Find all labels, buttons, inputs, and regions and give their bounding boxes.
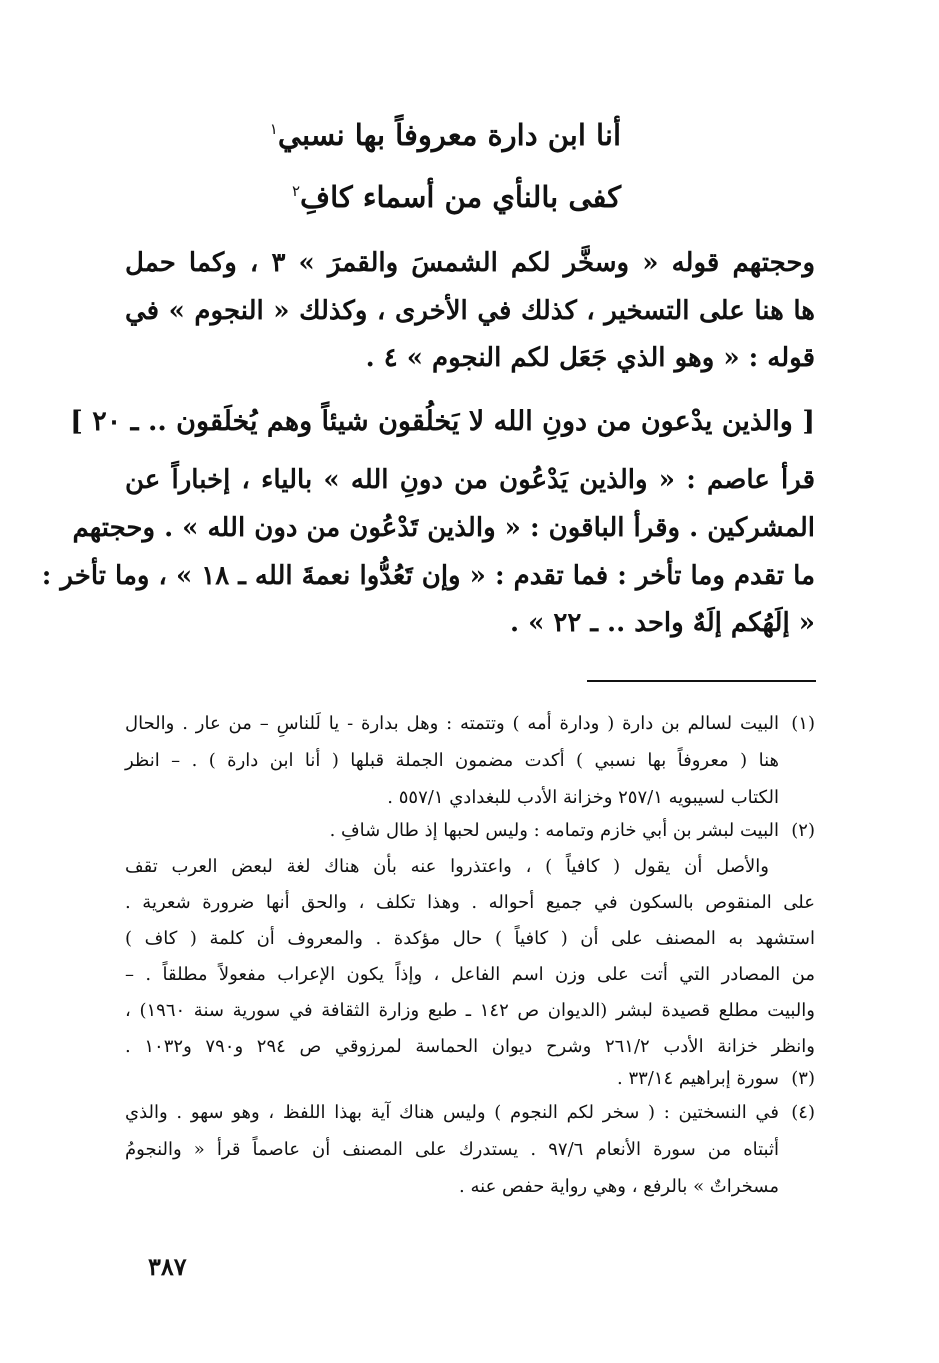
footnote-line: البيت لسالم بن دارة ( ودارة أمه ) وتتمته : وهل بدارة - يا لَلناسِ – من عار . والحال xyxy=(125,713,779,734)
body-line: قرأ عاصم : « والذين يَدْعُون من دونِ الله » بالياء ، إخباراً عن xyxy=(125,465,815,495)
body-line: المشركين . وقرأ الباقون : « والذين تَدْعُون من دون الله » . وحجتهم xyxy=(72,513,815,543)
verse-text: أنا ابن دارة معروفاً بها نسبي xyxy=(277,118,621,152)
footnote-line: والأصل أن يقول ( كافياً ) ، واعتذروا عنه بأن هناك لغة لبعض العرب تقف xyxy=(125,856,769,877)
body-line: ها هنا على التسخير ، كذلك في الأخرى ، وكذلك « النجوم » في xyxy=(125,296,815,326)
footnote-number: (٣) xyxy=(791,1068,815,1089)
ayah-heading: [ والذين يدْعون من دونِ الله لا يَخلُقون شيئاً وهم يُخلَقون .. ـ ٢٠ ] xyxy=(70,406,815,437)
footnote-line: هنا ( معروفاً بها نسبي ) أكدت مضمون الجملة قبلها ( أنا ابن دارة ) . – انظر xyxy=(125,750,779,771)
footnote-line: مسخراتٌ » بالرفع ، وهي رواية حفص عنه . xyxy=(459,1176,779,1197)
verse-line-1 xyxy=(264,118,621,152)
body-line: « إلَهُكم إلَهٌ واحد .. ـ ٢٢ » . xyxy=(509,608,815,638)
footnote-marker: ١ xyxy=(269,120,278,139)
footnote-line: والبيت مطلع قصيدة لبشر (الديوان ص ١٤٢ ـ طبع وزارة الثقافة في سورية سنة ١٩٦٠) ، xyxy=(125,1000,815,1021)
footnote-line: على المنقوص بالسكون في جميع أحواله . وهذا تكلف ، والحق أنها ضرورة شعرية . xyxy=(125,892,815,913)
footnote-line: وانظر خزانة الأدب ٢٦١/٢ وشرح ديوان الحماسة لمرزوقي ص ٢٩٤ و٧٩٠ و١٠٣٢ . xyxy=(125,1036,816,1057)
footnote-number: (٤) xyxy=(791,1102,815,1123)
footnote-marker: ٢ xyxy=(291,182,301,201)
footnote-number: (٢) xyxy=(791,820,815,841)
footnote-separator xyxy=(587,680,816,682)
footnote-line: في النسختين : ( سخر لكم النجوم ) وليس هناك آية بهذا اللفظ ، وهو سهو . والذي xyxy=(125,1102,779,1123)
body-line: قوله : « وهو الذي جَعَل لكم النجوم » ٤ . xyxy=(365,343,815,373)
verse-line-2 xyxy=(286,180,621,214)
footnote-number: (١) xyxy=(791,713,815,734)
footnote-line: من المصادر التي أتت على وزن اسم الفاعل ، وإذاً يكون الإعراب مفعولاً مطلقاً . – xyxy=(125,964,815,985)
footnote-line: استشهد به المصنف على أن ( كافياً ) حال مؤكدة . والمعروف أن كلمة ( كاف ) xyxy=(125,928,815,949)
footnote-line: الكتاب لسيبويه ٢٥٧/١ وخزانة الأدب للبغدادي ٥٥٧/١ . xyxy=(387,787,779,808)
page-number: ٣٨٧ xyxy=(148,1252,187,1281)
footnote-line: أثبتاه من سورة الأنعام ٩٧/٦ . يستدرك على المصنف أن عاصماً قرأ « والنجومُ xyxy=(125,1139,779,1160)
body-line: ما تقدم وما تأخر : فما تقدم : « وإن تَعُدُّوا نعمةَ الله ـ ١٨ » ، وما تأخر : xyxy=(41,561,815,591)
footnote-line: سورة إبراهيم ٣٣/١٤ . xyxy=(617,1068,779,1089)
verse-text: كفى بالنأي من أسماء كافِ xyxy=(300,180,621,214)
footnote-line: البيت لبشر بن أبي خازم وتمامه : وليس لحبها إذ طال شافِ . xyxy=(329,820,779,841)
body-line: وحجتهم قوله « وسخَّر لكم الشمسَ والقمرَ » ٣ ، وكما حمل xyxy=(125,248,815,278)
